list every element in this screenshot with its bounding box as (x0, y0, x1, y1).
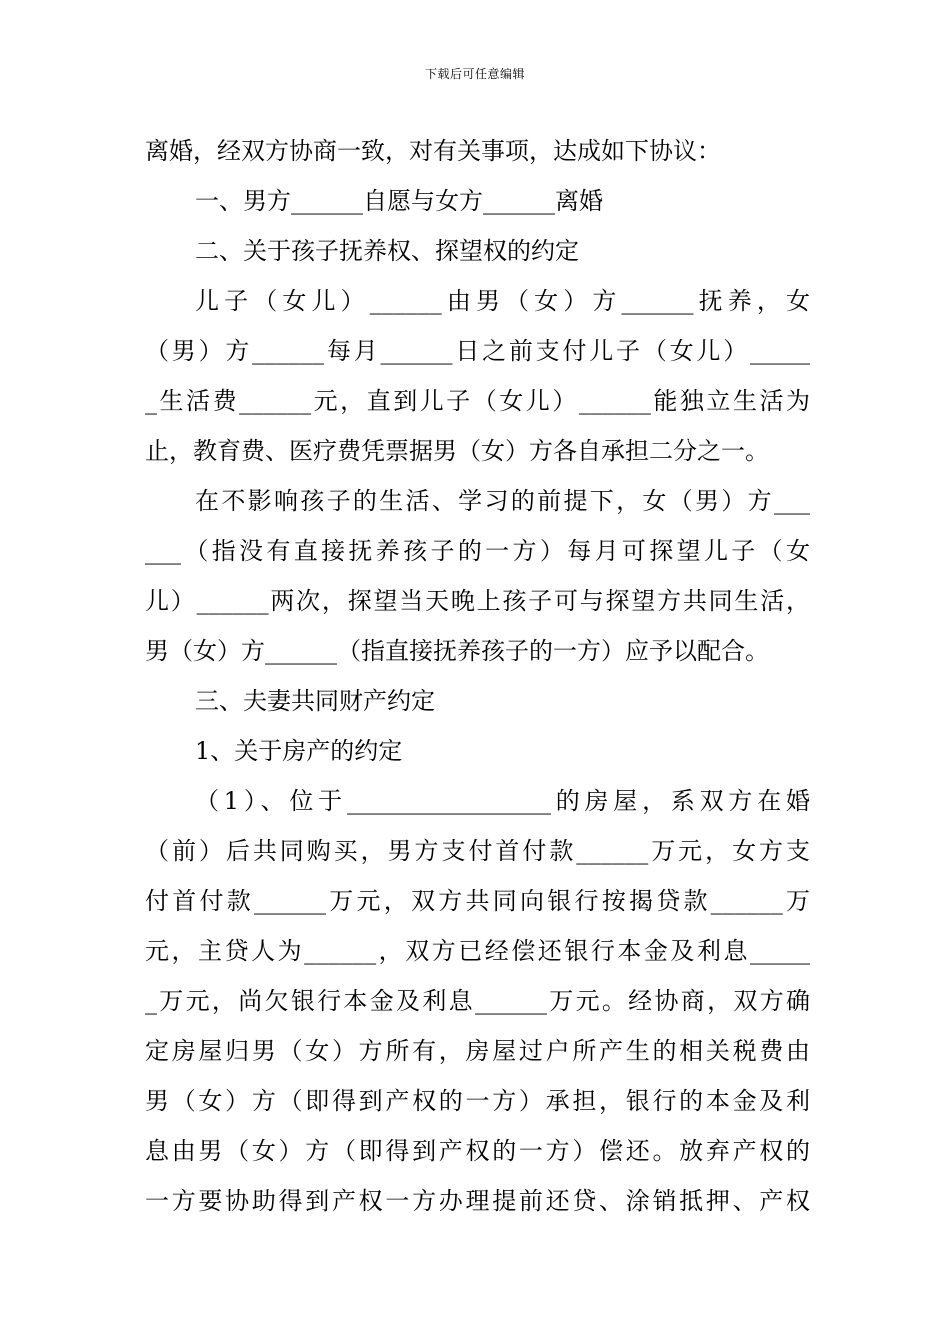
text-line: 付首付款______万元，双方共同向银行按揭贷款______万 (145, 887, 810, 915)
text-line: 儿）______两次，探望当天晚上孩子可与探望方共同生活， (145, 587, 810, 615)
text-line: 离婚，经双方协商一致，对有关事项，达成如下协议： (145, 137, 721, 165)
text-line: 在不影响孩子的生活、学习的前提下，女（男）方___ (195, 487, 810, 515)
text-line: 定房屋归男（女）方所有，房屋过户所产生的相关税费由 (145, 1037, 810, 1065)
text-line: _生活费______元，直到儿子（女儿）______能独立生活为 (145, 387, 810, 415)
text-line: 一方要协助得到产权一方办理提前还贷、涂销抵押、产权 (145, 1187, 810, 1215)
text-line: 1、关于房产的约定 (195, 737, 403, 765)
page-header: 下载后可任意编辑 (424, 67, 525, 81)
text-line: 一、男方______自愿与女方______离婚 (195, 187, 603, 215)
text-line: （男）方______每月______日之前支付儿子（女儿）_____ (145, 337, 810, 365)
text-line: 男（女）方（即得到产权的一方）承担，银行的本金及利 (145, 1087, 810, 1115)
agreement-body (145, 126, 810, 1226)
text-line: 二、关于孩子抚养权、探望权的约定 (195, 237, 579, 265)
text-line: ___（指没有直接抚养孩子的一方）每月可探望儿子（女 (145, 537, 810, 565)
text-line: 男（女）方______（指直接抚养孩子的一方）应予以配合。 (145, 637, 769, 665)
text-line: _万元，尚欠银行本金及利息______万元。经协商，双方确 (145, 987, 810, 1015)
text-line: 止，教育费、医疗费凭票据男（女）方各自承担二分之一。 (145, 437, 769, 465)
text-line: 元，主贷人为______，双方已经偿还银行本金及利息_____ (145, 937, 810, 965)
text-line: 儿子（女儿）______由男（女）方______抚养，女 (195, 287, 810, 315)
text-line: （1）、位于_________________的房屋，系双方在婚 (195, 787, 810, 815)
text-line: （前）后共同购买，男方支付首付款______万元，女方支 (145, 837, 810, 865)
text-line: 息由男（女）方（即得到产权的一方）偿还。放弃产权的 (145, 1137, 810, 1165)
text-line: 三、夫妻共同财产约定 (195, 687, 435, 715)
